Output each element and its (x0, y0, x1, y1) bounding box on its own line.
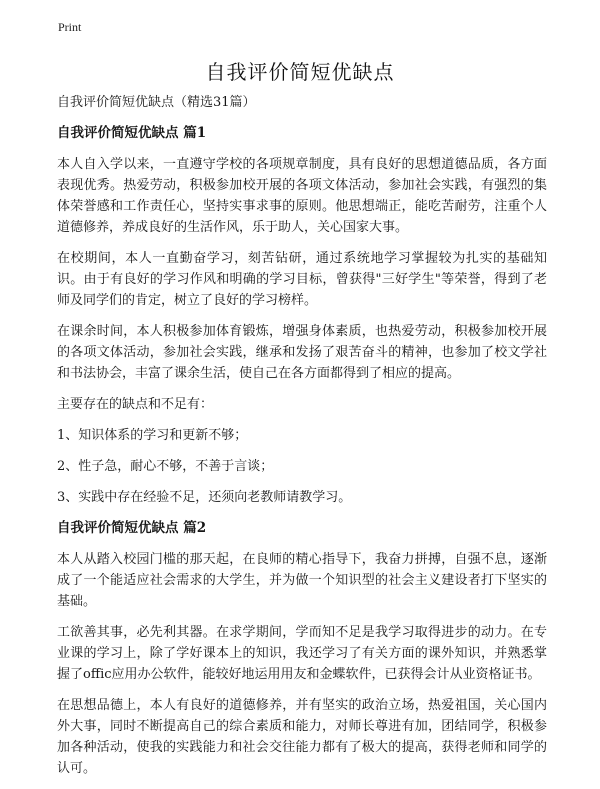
list-item: 1、知识体系的学习和更新不够； (57, 428, 248, 443)
section-heading: 自我评价简短优缺点 篇2 (57, 520, 207, 536)
paragraph: 在校期间，本人一直勤奋学习，刻苦钻研，通过系统地学习掌握较为扎实的基础知识。由于有良好的学习作风和明确的学习目标，曾获得"三好学生"等荣誉，得到了老师及同学们的肯定，树立了良好的学习榜样。 (57, 251, 547, 308)
section-2 (57, 518, 547, 779)
paragraph: 在思想品德上，本人有良好的道德修养，并有坚实的政治立场，热爱祖国，关心国内外大事，同时不断提高自己的综合素质和能力，对师长尊进有加，团结同学，积极参加各种活动，使我的实践能力和社会交往能力都有了极大的提高，获得老师和同学的认可。 (57, 698, 547, 776)
document-body (57, 92, 547, 789)
paragraph: 本人从踏入校园门槛的那天起，在良师的精心指导下，我奋力拼搏，自强不息，逐渐成了一个能适应社会需求的大学生，并为做一个知识型的社会主义建设者打下坚实的基础。 (57, 552, 547, 609)
list-item: 2、性子急，耐心不够，不善于言谈； (57, 459, 274, 474)
document-subtitle: 自我评价简短优缺点（精选31篇） (57, 95, 256, 110)
print-label: Print (58, 20, 82, 34)
paragraph: 在课余时间，本人积极参加体育锻炼，增强身体素质，也热爱劳动，积极参加校开展的各项文体活动，参加社会实践，继承和发扬了艰苦奋斗的精神，也参加了校文学社和书法协会，丰富了课余生活，使自己在各方面都得到了相应的提高。 (57, 324, 547, 381)
section-heading: 自我评价简短优缺点 篇1 (57, 125, 207, 141)
paragraph: 主要存在的缺点和不足有： (57, 397, 214, 412)
section-1 (57, 123, 547, 508)
paragraph: 工欲善其事，必先利其器。在求学期间，学而知不足是我学习取得进步的动力。在专业课的学习上，除了学好课本上的知识，我还学习了有关方面的课外知识，并熟悉掌握了offic应用办公软件，能较好地运用用友和金蝶软件，已获得会计从业资格证书。 (57, 625, 547, 682)
list-item: 3、实践中存在经验不足，还须向老教师请教学习。 (57, 490, 352, 505)
paragraph: 本人自入学以来，一直遵守学校的各项规章制度，具有良好的思想道德品质，各方面表现优秀。热爱劳动，积极参加校开展的各项文体活动，参加社会实践，有强烈的集体荣誉感和工作责任心，坚持实事求事的原则。他思想端正，能吃苦耐劳，注重个人道德修养，养成良好的生活作风，乐于助人，关心国家大事。 (57, 157, 547, 235)
page-title: 自我评价简短优缺点 (205, 60, 395, 84)
